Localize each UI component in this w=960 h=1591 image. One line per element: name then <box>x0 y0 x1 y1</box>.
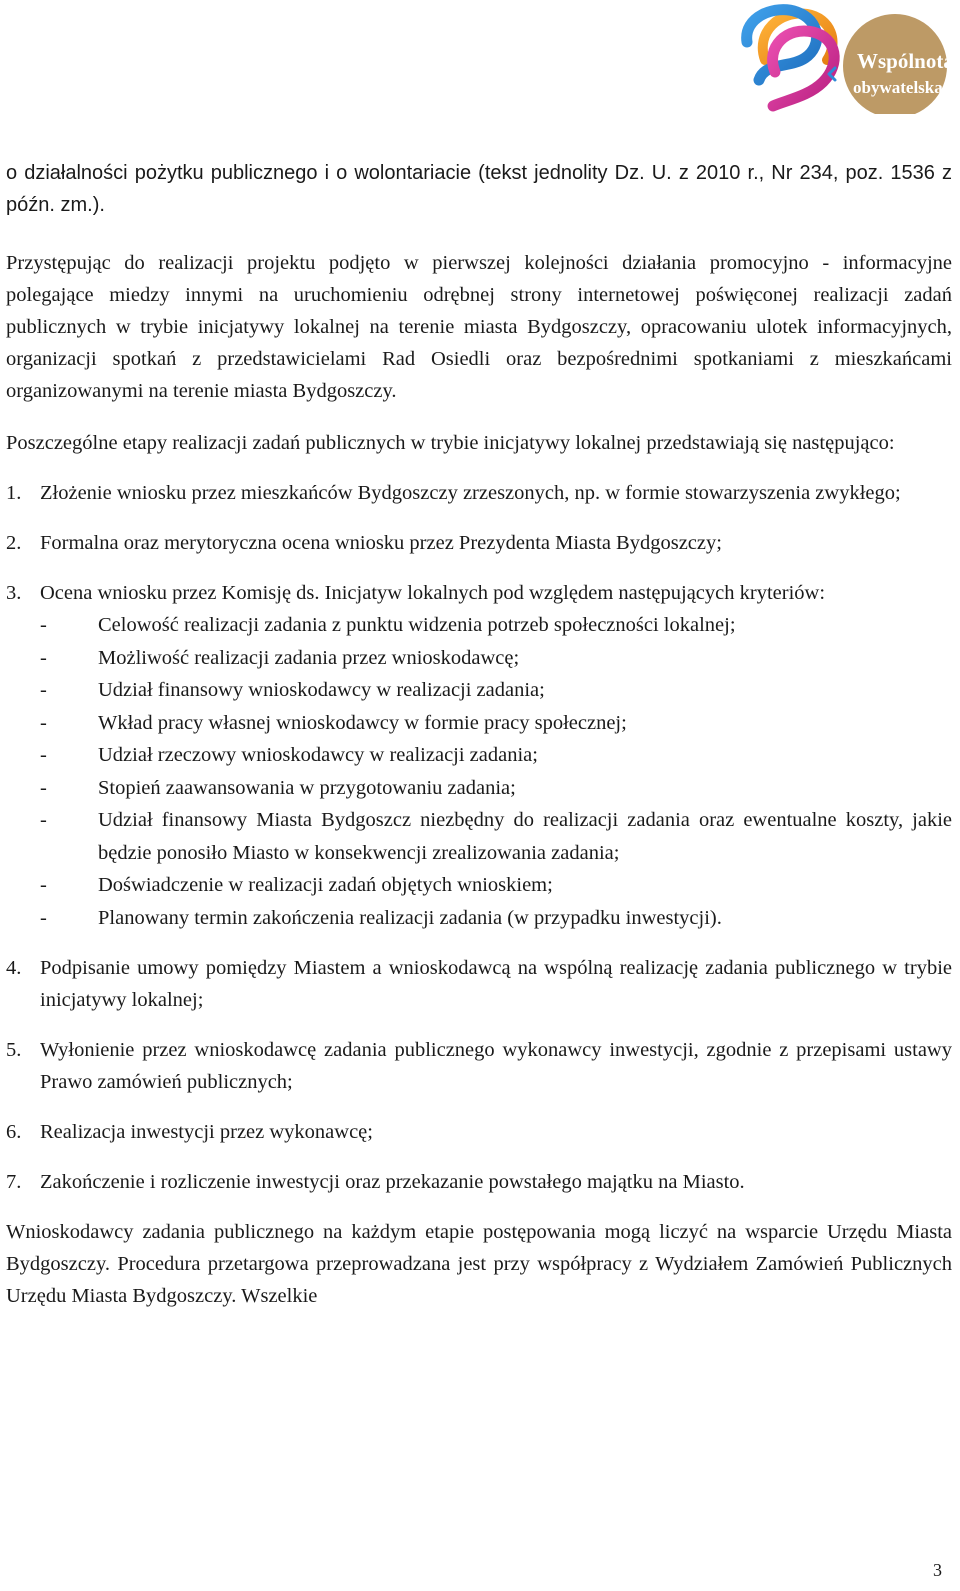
criteria-item: - Możliwość realizacji zadania przez wnioskodawcę; <box>40 646 520 669</box>
step-number: 4. <box>6 957 22 979</box>
paragraph-promotion: Przystępując do realizacji projektu podjęto w pierwszej kolejności działania promocyjno - informacyjne polegające miedzy innymi na uruchomieniu odrębnej strony internetowej poświęconej realizacji zadań publicznych w trybie inicjatywy lokalnej na terenie miasta Bydgoszczy, opracowaniu ulotek informacyjnych, organizacji spotkań z przedstawicielami Rad Osiedli oraz bezpośrednimi spotkaniami z mieszkańcami organizowanymi na terenie miasta Bydgoszczy. <box>6 252 952 402</box>
step-text: Formalna oraz merytoryczna ocena wniosku przez Prezydenta Miasta Bydgoszczy; <box>40 532 722 554</box>
step-item <box>6 527 952 559</box>
step-text: Ocena wniosku przez Komisję ds. Inicjatyw lokalnych pod względem następujących kryteriów: <box>40 582 826 604</box>
step-item <box>6 1034 952 1098</box>
step-text: Podpisanie umowy pomiędzy Miastem a wnioskodawcą na wspólną realizację zadania publicznego w trybie inicjatywy lokalnej; <box>40 957 952 1011</box>
step-number: 5. <box>6 1039 22 1061</box>
step-item <box>6 952 952 1016</box>
criteria-item: - Wkład pracy własnej wnioskodawcy w formie pracy społecznej; <box>40 711 627 734</box>
step-number: 6. <box>6 1121 22 1143</box>
step-text: Wyłonienie przez wnioskodawcę zadania publicznego wykonawcy inwestycji, zgodnie z przepisami ustawy Prawo zamówień publicznych; <box>40 1039 952 1093</box>
step-text: Zakończenie i rozliczenie inwestycji oraz przekazanie powstałego majątku na Miasto. <box>40 1171 745 1193</box>
criteria-item: - Stopień zaawansowania w przygotowaniu zadania; <box>40 776 516 799</box>
step-item <box>6 1166 952 1198</box>
document-body <box>6 157 952 1312</box>
wspolnota-obywatelska-logo <box>735 2 955 114</box>
step-item <box>6 1116 952 1148</box>
logo-text-line1: Wspólnota <box>857 49 954 73</box>
logo-text-line2: obywatelska <box>853 78 943 97</box>
page-number: 3 <box>933 1560 942 1580</box>
step-number: 3. <box>6 582 22 604</box>
step-number: 7. <box>6 1171 22 1193</box>
step-text: Realizacja inwestycji przez wykonawcę; <box>40 1121 373 1143</box>
paragraph-closing: Wnioskodawcy zadania publicznego na każdym etapie postępowania mogą liczyć na wsparcie Urzędu Miasta Bydgoszczy. Procedura przetargowa przeprowadzana jest przy współpracy z Wydziałem Zamówień Publicznych Urzędu Miasta Bydgoszczy. Wszelkie <box>6 1221 952 1307</box>
criteria-list <box>40 609 952 934</box>
criteria-item: - Udział finansowy Miasta Bydgoszcz niezbędny do realizacji zadania oraz ewentualne koszty, jakie będzie ponosiło Miasto w konsekwencji zrealizowania zadania; <box>40 809 952 864</box>
step-number: 1. <box>6 482 22 504</box>
criteria-item: - Doświadczenie w realizacji zadań objętych wnioskiem; <box>40 874 553 896</box>
step-number: 2. <box>6 532 22 554</box>
criteria-item: - Udział finansowy wnioskodawcy w realizacji zadania; <box>40 679 545 701</box>
intro-line: o działalności pożytku publicznego i o wolontariacie (tekst jednolity Dz. U. z 2010 r., Nr 234, poz. 1536 z późn. zm.). <box>6 162 952 216</box>
criteria-item: - Udział rzeczowy wnioskodawcy w realizacji zadania; <box>40 744 538 766</box>
criteria-item: - Celowość realizacji zadania z punktu widzenia potrzeb społeczności lokalnej; <box>40 614 736 636</box>
step-item <box>6 577 952 609</box>
criteria-item: - Planowany termin zakończenia realizacji zadania (w przypadku inwestycji). <box>40 906 722 929</box>
step-item <box>6 477 952 509</box>
paragraph-stages-intro: Poszczególne etapy realizacji zadań publicznych w trybie inicjatywy lokalnej przedstawiają się następująco: <box>6 432 895 454</box>
step-text: Złożenie wniosku przez mieszkańców Bydgoszczy zrzeszonych, np. w formie stowarzyszenia zwykłego; <box>40 482 901 504</box>
